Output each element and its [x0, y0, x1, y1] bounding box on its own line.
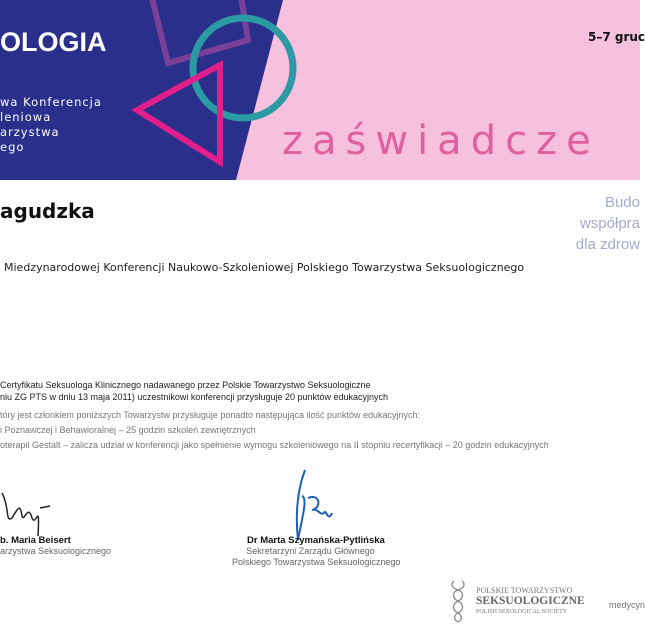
signature-1: [0, 488, 60, 538]
recipient-name: agudzka: [0, 199, 95, 223]
certificate-title: zaświadcze: [282, 118, 600, 164]
points-text: Certyfikatu Seksuologa Klinicznego nadawanego przez Polskie Towarzystwo Seksuologiczne: [0, 380, 371, 390]
caduceus-icon: [448, 578, 468, 624]
points-text: niu ZG PTS w dniu 13 maja 2011) uczestnikowi konferencji przysługuje 20 punktów edukacyjnych: [0, 392, 389, 402]
subtitle-line: leniowa: [0, 110, 52, 124]
society-name-line: POLSKIE TOWARZYSTWO: [476, 586, 573, 595]
signatory-role: Sekretarzyni Zarządu Głównego: [246, 546, 375, 556]
signatory-name: b. Maria Beisert: [0, 535, 71, 546]
signatory-role: Polskiego Towarzystwa Seksuologicznego: [232, 557, 401, 567]
conference-name: Miedzynarodowej Konferencji Naukowo-Szkoleniowej Polskiego Towarzystwa Seksuologicznego: [4, 261, 525, 274]
tagline-line: dla zdrow: [575, 236, 640, 253]
circle-outline: [193, 18, 293, 118]
tagline-line: Budo: [604, 194, 640, 211]
square-outline: [150, 0, 248, 63]
footer-text: medycyn: [609, 600, 645, 610]
tagline-line: współpra: [579, 215, 640, 232]
subtitle-line: wa Konferencja: [0, 95, 102, 109]
signatory-role: arzystwa Seksuologicznego: [0, 546, 112, 556]
conference-logo: OLOGIA: [0, 27, 107, 57]
society-name-line: POLISH SEXOLOGICAL SOCIETY: [476, 609, 568, 615]
points-text: tóry jest członkiem poniższych Towarzystw przysługuje ponadto następująca ilość punktów edukacyjnych:: [0, 410, 421, 420]
society-name-line: SEKSUOLOGICZNE: [476, 595, 585, 607]
subtitle-line: arzystwa: [0, 125, 60, 139]
header-banner: [0, 0, 645, 180]
points-text: oterapii Gestalt – zalicza udział w konferencji jako spełnienie wymogu szkoleniowego na II stopniu recertyfikacji – 20 godzin edukacyjnych: [0, 440, 549, 450]
conference-date: 5–7 gruc: [588, 30, 645, 44]
subtitle-line: ego: [0, 140, 25, 154]
triangle-outline: [137, 65, 220, 162]
signature-2: [290, 468, 340, 543]
points-text: i Poznawczej i Behawioralnej – 25 godzin szkoleń zewnętrznych: [0, 425, 256, 435]
signatory-name: Dr Marta Szymańska-Pytlińska: [247, 535, 385, 546]
